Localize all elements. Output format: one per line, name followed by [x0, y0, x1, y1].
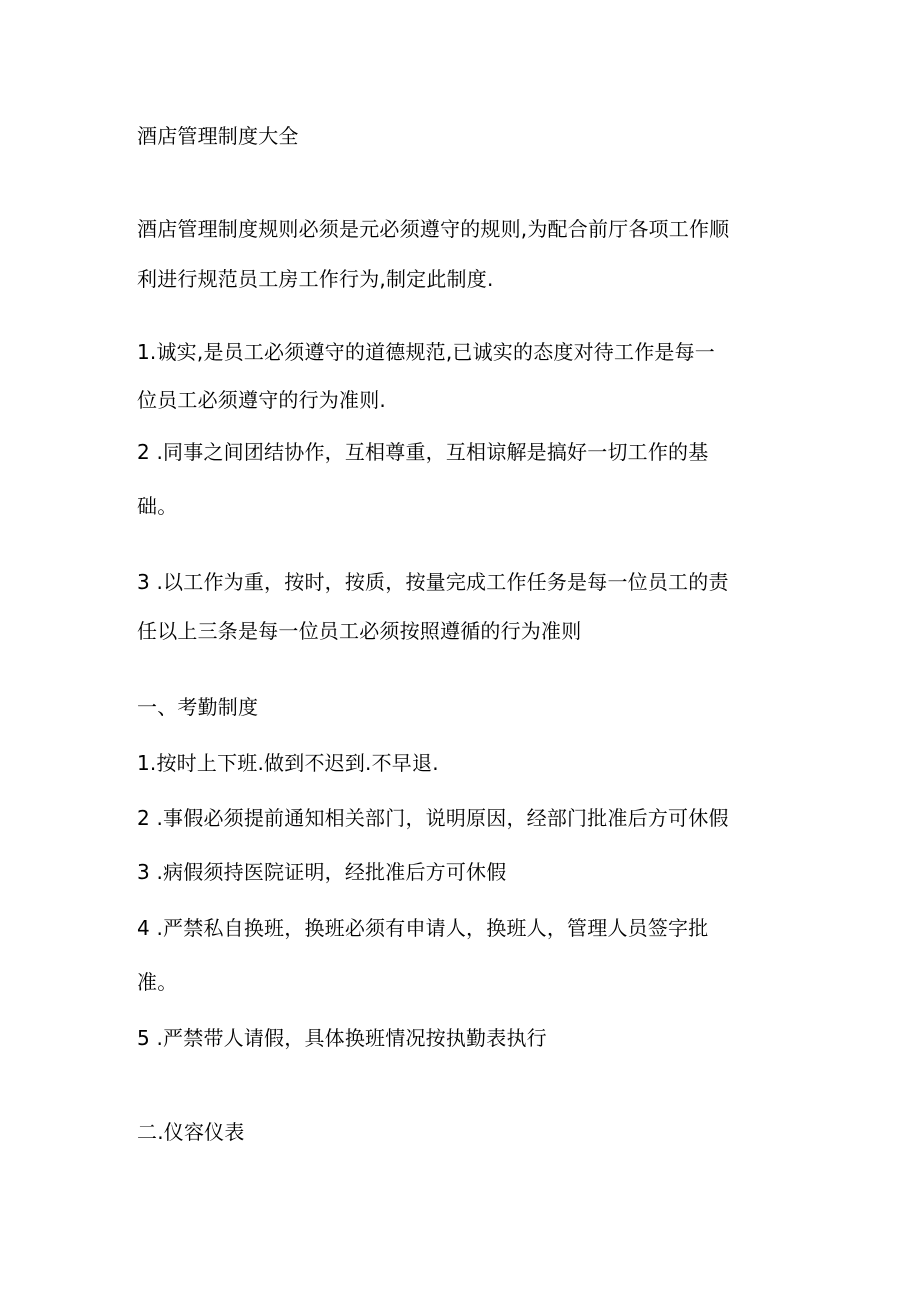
attendance-item-4-cont: 准。	[137, 970, 178, 994]
principle-line-5: 3 .以工作为重，按时，按质，按量完成工作任务是每一位员工的责	[137, 570, 729, 594]
principle-line-6: 任以上三条是每一位员工必须按照遵循的行为准则	[137, 619, 582, 643]
attendance-item-3: 3 .病假须持医院证明，经批准后方可休假	[137, 860, 507, 884]
section-heading-attendance: 一、考勤制度	[137, 695, 259, 719]
principle-line-2: 位员工必须遵守的行为准则.	[137, 388, 386, 412]
document-title: 酒店管理制度大全	[137, 124, 299, 148]
section-heading-appearance: 二.仪容仪表	[137, 1120, 245, 1144]
attendance-item-1: 1.按时上下班.做到不迟到.不早退.	[137, 751, 439, 775]
attendance-item-4: 4 .严禁私自换班，换班必须有申请人，换班人，管理人员签字批	[137, 916, 709, 940]
attendance-item-5: 5 .严禁带人请假，具体换班情况按执勤表执行	[137, 1026, 547, 1050]
intro-line-2: 利进行规范员工房工作行为,制定此制度.	[137, 267, 494, 291]
principle-line-3: 2 .同事之间团结协作，互相尊重，互相谅解是搞好一切工作的基	[137, 440, 709, 464]
principle-line-1: 1.诚实,是员工必须遵守的道德规范,已诚实的态度对待工作是每一	[137, 340, 715, 364]
attendance-item-2: 2 .事假必须提前通知相关部门，说明原因，经部门批准后方可休假	[137, 806, 729, 830]
intro-line-1: 酒店管理制度规则必须是元必须遵守的规则,为配合前厅各项工作顺	[137, 217, 730, 241]
principle-line-4: 础。	[137, 494, 178, 518]
